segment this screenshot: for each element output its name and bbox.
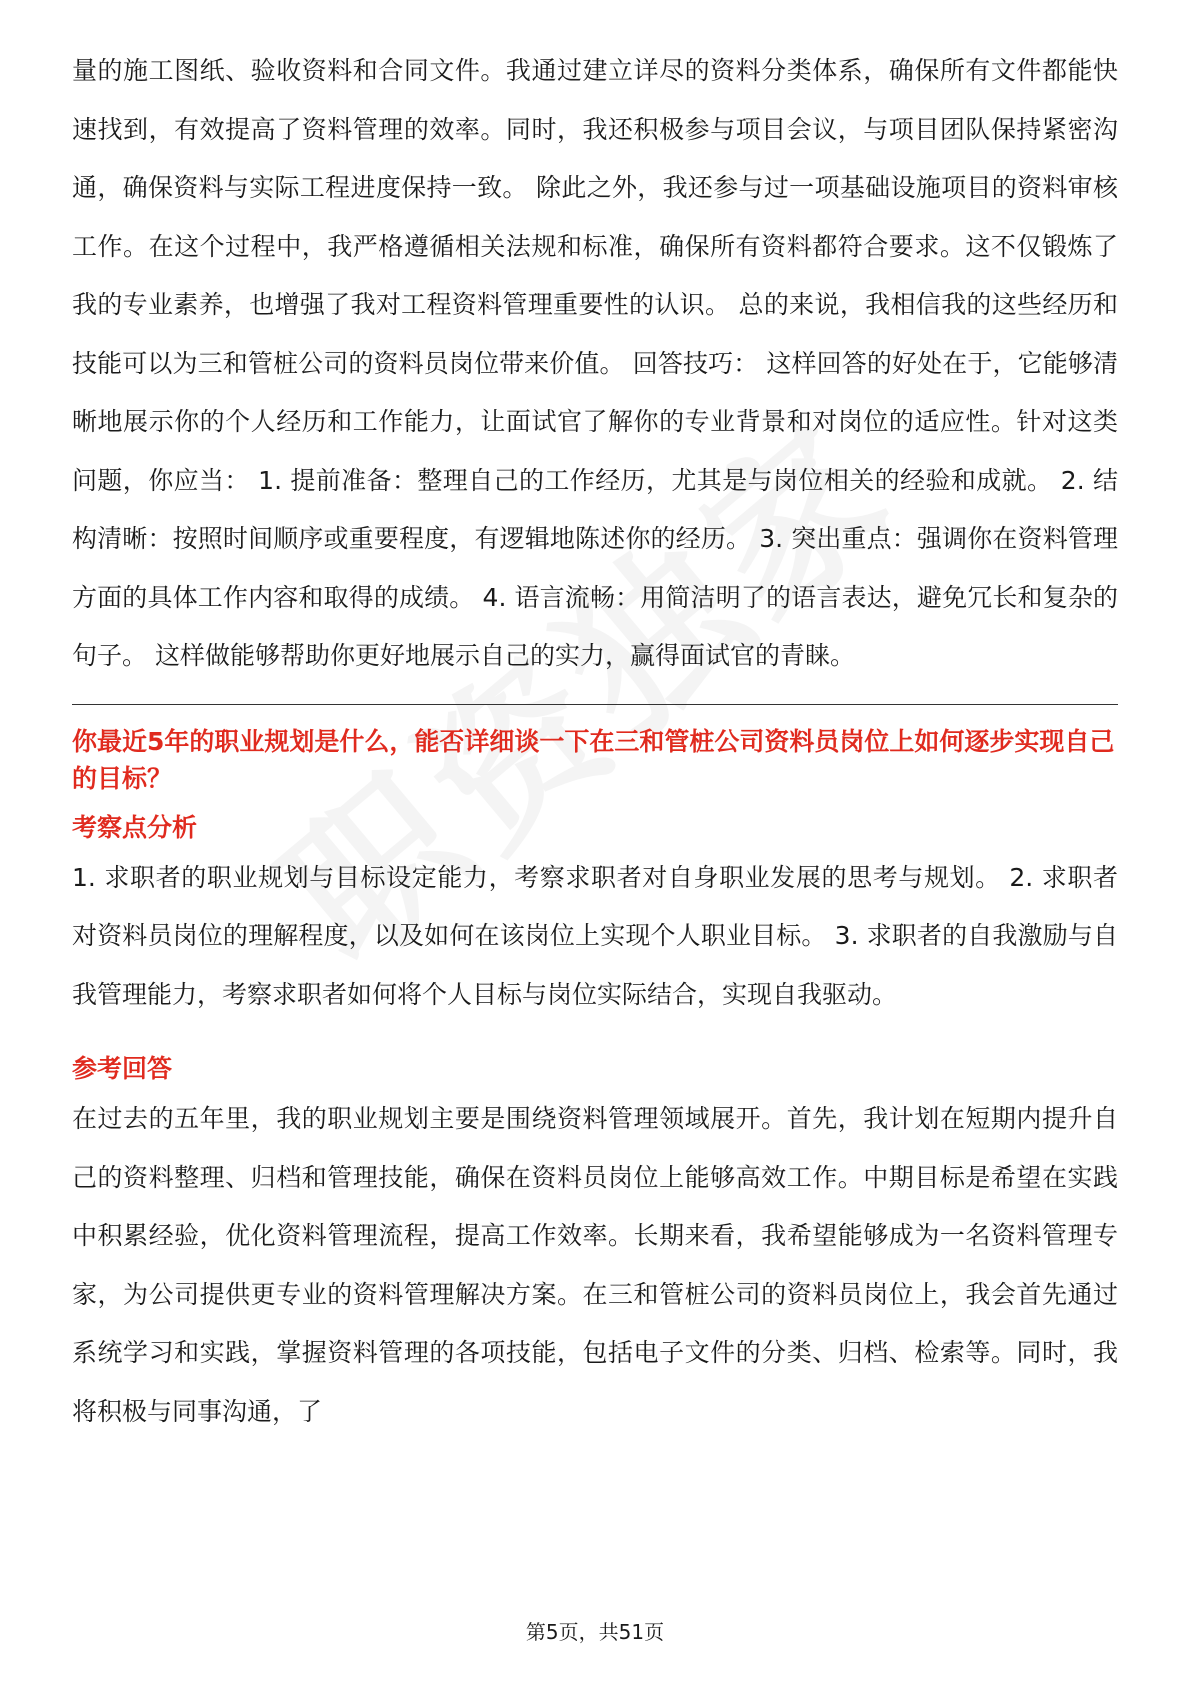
interview-question: 你最近5年的职业规划是什么，能否详细谈一下在三和管桩公司资料员岗位上如何逐步实现自己的目标？ <box>72 726 1115 793</box>
answer-heading: 参考回答 <box>72 1054 173 1083</box>
answer-paragraph: 在过去的五年里，我的职业规划主要是围绕资料管理领域展开。首先，我计划在短期内提升自己的资料整理、归档和管理技能，确保在资料员岗位上能够高效工作。中期目标是希望在实践中积累经验，优化资料管理流程，提高工作效率。长期来看，我希望能够成为一名资料管理专家，为公司提供更专业的资料管理解决方案。在三和管桩公司的资料员岗位上，我会首先通过系统学习和实践，掌握资料管理的各项技能，包括电子文件的分类、归档、检索等。同时，我将积极与同事沟通，了 <box>72 1104 1118 1426</box>
section-divider <box>72 704 1118 705</box>
page-number-footer: 第5页，共51页 <box>525 1620 665 1644</box>
analysis-paragraph: 1. 求职者的职业规划与目标设定能力，考察求职者对自身职业发展的思考与规划。 2. 求职者对资料员岗位的理解程度，以及如何在该岗位上实现个人职业目标。 3. 求职者的自我激励与自我管理能力，考察求职者如何将个人目标与岗位实际结合，实现自我驱动。 <box>72 862 1118 1009</box>
analysis-heading: 考察点分析 <box>72 812 198 842</box>
document-page <box>72 42 1118 1441</box>
intro-paragraph: 量的施工图纸、验收资料和合同文件。我通过建立详尽的资料分类体系，确保所有文件都能快速找到，有效提高了资料管理的效率。同时，我还积极参与项目会议，与项目团队保持紧密沟通，确保资料与实际工程进度保持一致。 除此之外，我还参与过一项基础设施项目的资料审核工作。在这个过程中，我严格遵循相关法规和标准，确保所有资料都符合要求。这不仅锻炼了我的专业素养，也增强了我对工程资料管理重要性的认识。 总的来说，我相信我的这些经历和技能可以为三和管桩公司的资料员岗位带来价值。 回答技巧： 这样回答的好处在于，它能够清晰地展示你的个人经历和工作能力，让面试官了解你的专业背景和对岗位的适应性。针对这类问题，你应当： 1. 提前准备：整理自己的工作经历，尤其是与岗位相关的经验和成就。 2. 结构清晰：按照时间顺序或重要程度，有逻辑地陈述你的经历。 3. 突出重点：强调你在资料管理方面的具体工作内容和取得的成绩。 4. 语言流畅：用简洁明了的语言表达，避免冗长和复杂的句子。 这样做能够帮助你更好地展示自己的实力，赢得面试官的青睐。 <box>72 56 1118 670</box>
